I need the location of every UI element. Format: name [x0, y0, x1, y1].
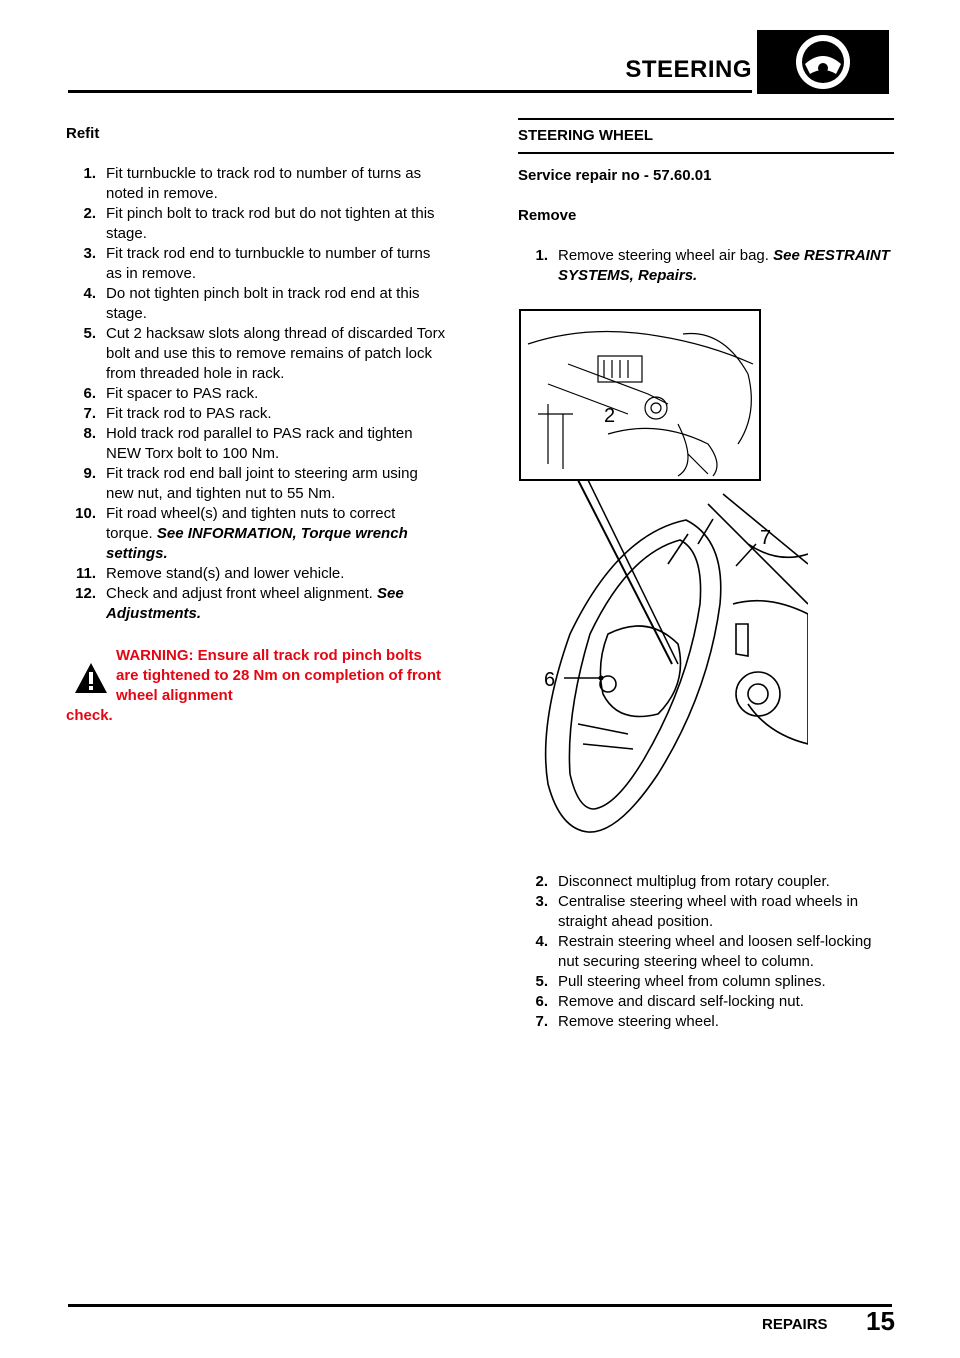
refit-steps: [66, 164, 446, 624]
list-item: 1. Remove steering wheel air bag. See RESTRAINT SYSTEMS, Repairs.: [535, 247, 890, 284]
steering-wheel-diagram: [508, 304, 808, 864]
list-item: 3. Centralise steering wheel with road wheels in straight ahead position.: [535, 893, 859, 930]
warning-icon: [74, 662, 108, 694]
list-item: 6. Remove and discard self-locking nut.: [535, 993, 804, 1010]
list-item: 3. Fit track rod end to turnbuckle to number of turns as in remove.: [83, 245, 431, 282]
left-column: [66, 124, 446, 726]
list-item: 8. Hold track rod parallel to PAS rack and tighten NEW Torx bolt to 100 Nm.: [83, 425, 413, 462]
list-item: 2. Disconnect multiplug from rotary coupler.: [535, 873, 830, 890]
header-logo: [757, 30, 889, 94]
list-item: 6. Fit spacer to PAS rack.: [83, 385, 259, 402]
list-item: 7. Fit track rod to PAS rack.: [83, 405, 272, 422]
footer-section: REPAIRS: [762, 1316, 828, 1333]
header-rule: [68, 90, 752, 93]
list-item: 1. Fit turnbuckle to track rod to number of turns as noted in remove.: [83, 165, 422, 202]
list-item: 5. Cut 2 hacksaw slots along thread of discarded Torx bolt and use this to remove remains of patch lock from threaded hole in rack.: [83, 325, 446, 382]
list-item: 9. Fit track rod end ball joint to steering arm using new nut, and tighten nut to 55 Nm.: [83, 465, 418, 502]
remove-heading: Remove: [518, 207, 577, 224]
steering-wheel-icon: [757, 30, 889, 94]
callout-label: 7: [760, 527, 772, 549]
list-item: 2. Fit pinch bolt to track rod but do not tighten at this stage.: [83, 205, 435, 242]
callout-label: 6: [544, 669, 556, 691]
warning-note: [66, 646, 446, 726]
page-number: 15: [866, 1306, 895, 1336]
remove-steps: [518, 872, 894, 1032]
cross-reference-link[interactable]: See Adjustments.: [106, 585, 404, 622]
list-item: 12. Check and adjust front wheel alignment. See Adjustments.: [75, 585, 404, 622]
section-title: STEERING: [625, 56, 752, 83]
warning-text-end: check.: [66, 707, 113, 724]
list-item: 5. Pull steering wheel from column splines.: [535, 973, 826, 990]
list-item: 7. Remove steering wheel.: [535, 1013, 719, 1030]
cross-reference-link[interactable]: See INFORMATION, Torque wrench settings.: [106, 525, 408, 562]
list-item: 10. Fit road wheel(s) and tighten nuts to correct torque. See INFORMATION, Torque wrench settings.: [75, 505, 408, 562]
refit-heading: Refit: [66, 125, 100, 142]
list-item: 11. Remove stand(s) and lower vehicle.: [75, 565, 345, 582]
right-column: [518, 124, 894, 1032]
list-item: 4. Do not tighten pinch bolt in track rod end at this stage.: [83, 285, 420, 322]
list-item: 4. Restrain steering wheel and loosen self-locking nut securing steering wheel to column.: [535, 933, 872, 970]
procedure-title: STEERING WHEEL: [518, 127, 654, 144]
cross-reference-link[interactable]: See RESTRAINT SYSTEMS, Repairs.: [558, 247, 890, 284]
warning-text: WARNING: Ensure all track rod pinch bolts are tightened to 28 Nm on completion of front wheel alignment: [116, 647, 442, 704]
service-repair-number: Service repair no - 57.60.01: [518, 167, 712, 184]
callout-label: 2: [604, 405, 616, 427]
footer-rule: [68, 1304, 892, 1307]
steering-wheel-illustration: [508, 304, 808, 864]
